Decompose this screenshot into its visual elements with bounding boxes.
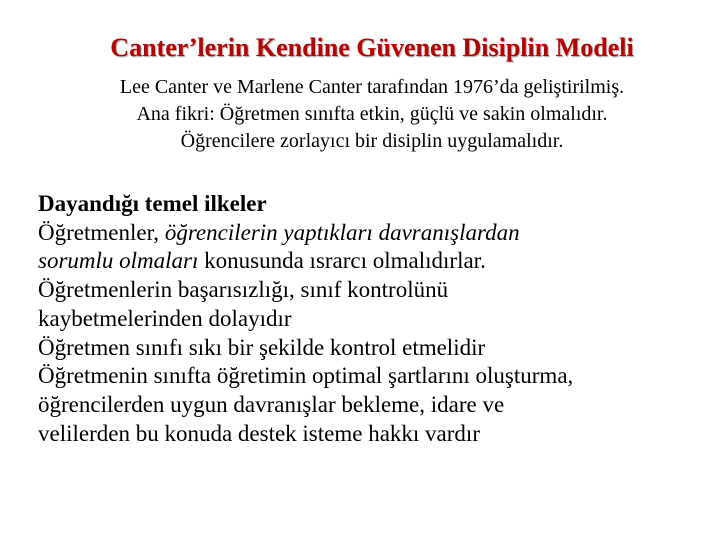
principle-4-line-3: velilerden bu konuda destek isteme hakkı vardır — [38, 420, 480, 446]
principle-2-line-2: kaybetmelerinden dolayıdır — [38, 305, 292, 331]
principle-4-line-1: Öğretmenin sınıfta öğretimin optimal şartlarını oluşturma, — [38, 363, 574, 389]
slide-title: Canter’lerin Kendine Güvenen Disiplin Modeli — [110, 33, 634, 62]
principle-1-line-2 — [38, 247, 708, 276]
intro-text — [0, 74, 720, 155]
intro-line-1: Lee Canter ve Marlene Canter tarafından 1976’da geliştirilmiş. — [119, 76, 625, 98]
principle-4-line-2: öğrencilerden uygun davranışlar bekleme, idare ve — [38, 391, 505, 417]
principle-1-line-1 — [38, 219, 708, 248]
principle-1-italic-a: öğrencilerin yaptıkları davranışlardan — [164, 219, 520, 245]
intro-line-3: Öğrencilere zorlayıcı bir disiplin uygulamalıdır. — [180, 130, 564, 152]
principle-2-line-1: Öğretmenlerin başarısızlığı, sınıf kontrolünü — [38, 277, 449, 303]
principle-1-start: Öğretmenler, — [38, 219, 165, 245]
principle-3: Öğretmen sınıfı sıkı bir şekilde kontrol etmelidir — [38, 334, 486, 360]
principles-section — [38, 190, 708, 448]
principle-1-italic-b: sorumlu olmaları — [38, 248, 199, 274]
principles-heading: Dayandığı temel ilkeler — [38, 191, 267, 216]
principle-1-end: konusunda ısrarcı olmalıdırlar. — [198, 248, 486, 274]
intro-line-2: Ana fikri: Öğretmen sınıfta etkin, güçlü ve sakin olmalıdır. — [136, 103, 608, 125]
